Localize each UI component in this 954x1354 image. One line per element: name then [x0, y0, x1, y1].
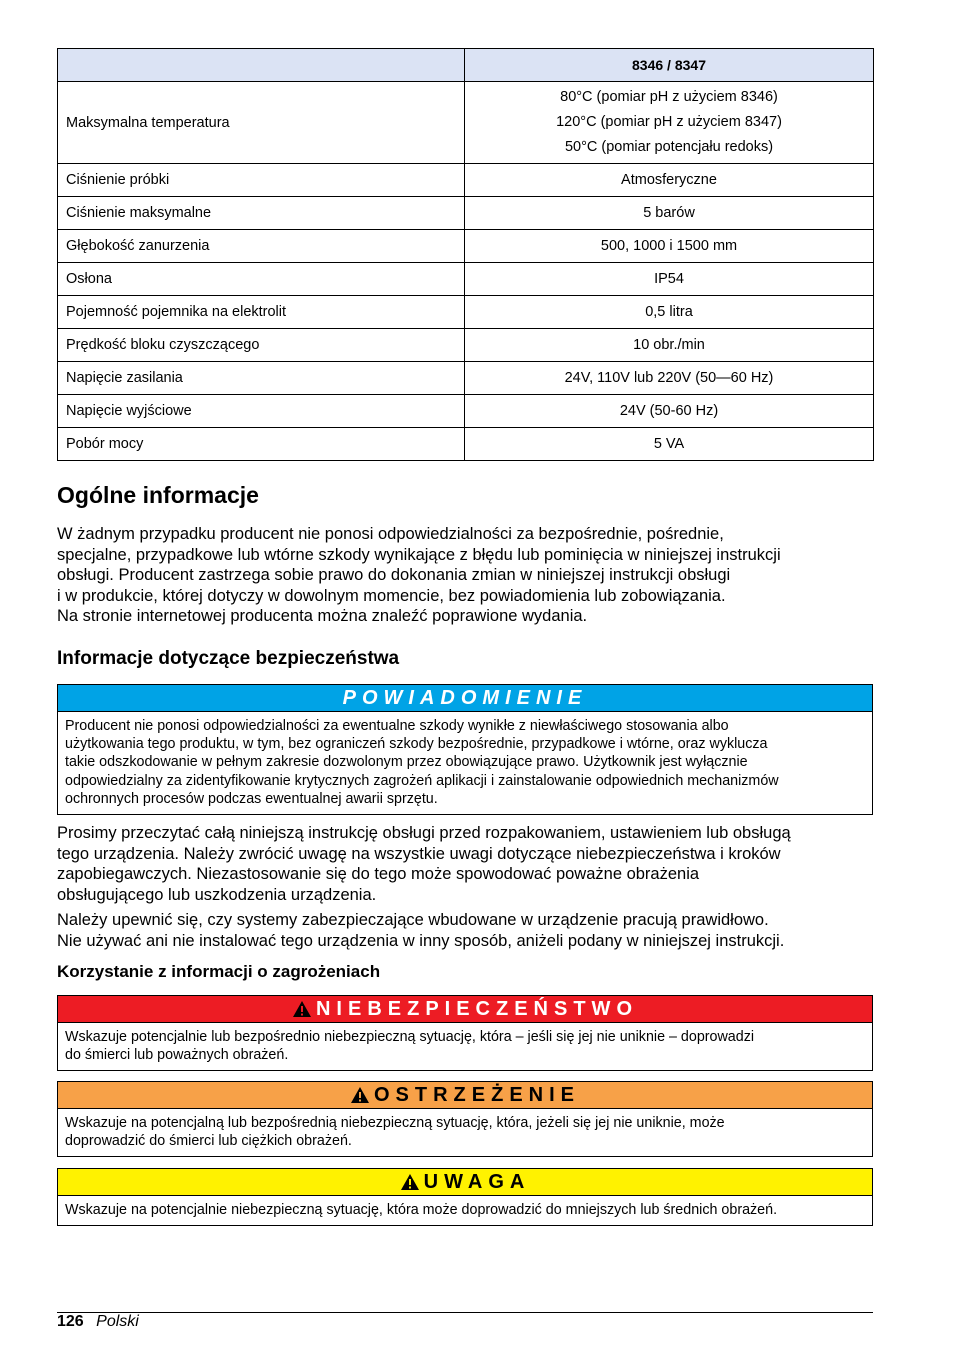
spec-value-line: 24V, 110V lub 220V (50—60 Hz): [564, 369, 774, 386]
warning-triangle-icon: [292, 999, 312, 1025]
spec-value: [465, 197, 874, 230]
warning-header: [58, 1082, 872, 1109]
spec-table: [57, 48, 874, 461]
warning-box: [57, 1081, 873, 1157]
text-line: specjalne, przypadkowe lub wtórne szkody wynikające z błędu lub pominięcia w niniejszej instrukcji: [57, 545, 781, 564]
text-line: takie odszkodowanie w pełnym zakresie dozwolonym przez obowiązujące prawo. Użytkownik jest wyłącznie: [65, 754, 748, 771]
spec-table-header-empty: [58, 49, 465, 82]
table-row: [58, 296, 874, 329]
spec-value-line: 500, 1000 i 1500 mm: [600, 237, 738, 254]
text-line: Prosimy przeczytać całą niniejszą instrukcję obsługi przed rozpakowaniem, ustawieniem lub obsługą: [57, 824, 791, 842]
table-row: [58, 329, 874, 362]
spec-value-line: 80°C (pomiar pH z użyciem 8346): [560, 89, 778, 105]
warning-triangle-icon: [350, 1085, 370, 1111]
spec-value: [465, 395, 874, 428]
spec-value: [465, 329, 874, 362]
text-line: Wskazuje potencjalnie lub bezpośrednio niebezpieczną sytuację, która – jeśli się jej nie uniknie – doprowadzi: [65, 1029, 755, 1045]
text-line: odpowiedzialny za zidentyfikowanie krytycznych zagrożeń aplikacji i zainstalowanie odpowiednich mechanizmów: [65, 772, 779, 789]
safety-paragraph-1-text: [57, 823, 873, 905]
spec-value: [465, 362, 874, 395]
spec-value-line: 24V (50-60 Hz): [619, 402, 719, 419]
page-content: [57, 48, 873, 1218]
spec-label: Pobór mocy: [58, 428, 465, 461]
table-row: [58, 164, 874, 197]
general-info-paragraph: [57, 524, 873, 627]
spec-label: Maksymalna temperatura: [58, 82, 465, 164]
table-row: [58, 230, 874, 263]
notice-text: [58, 712, 872, 814]
spec-label: Głębokość zanurzenia: [58, 230, 465, 263]
text-line: i w produkcie, której dotyczy w dowolnym momencie, bez powiadomienia lub zobowiązania.: [57, 586, 726, 605]
footer-divider: [57, 1312, 873, 1313]
caution-box: [57, 1168, 873, 1226]
spec-value-line: 5 barów: [643, 204, 695, 221]
safety-paragraph-2-text: [57, 910, 873, 951]
spec-label: Pojemność pojemnika na elektrolit: [58, 296, 465, 329]
text-line: Nie używać ani nie instalować tego urządzenia w inny sposób, aniżeli podany w niniejszej instrukcji.: [57, 931, 785, 950]
spec-value-line: Atmosferyczne: [621, 171, 717, 188]
spec-label: Prędkość bloku czyszczącego: [58, 329, 465, 362]
spec-value-line: 50°C (pomiar potencjału redoks): [564, 139, 774, 155]
spec-value: [465, 296, 874, 329]
text-line: doprowadzić do śmierci lub ciężkich obrażeń.: [65, 1133, 352, 1150]
danger-box: [57, 995, 873, 1071]
table-row: [58, 197, 874, 230]
spec-table-header-row: [58, 49, 874, 82]
spec-table-header-model: 8346 / 8347: [465, 49, 874, 82]
warning-text: [58, 1109, 872, 1156]
text-line: W żadnym przypadku producent nie ponosi odpowiedzialności za bezpośrednie, pośrednie,: [57, 525, 724, 543]
spec-table-body: [58, 82, 874, 461]
spec-label: Napięcie wyjściowe: [58, 395, 465, 428]
spec-label: Osłona: [58, 263, 465, 296]
page-footer: [57, 1313, 139, 1331]
text-line: Wskazuje na potencjalnie niebezpieczną sytuację, która może doprowadzić do mniejszych lub średnich obrażeń.: [65, 1202, 778, 1218]
spec-value-line: 10 obr./min: [633, 336, 705, 353]
text-line: Należy upewnić się, czy systemy zabezpieczające wbudowane w urządzenie pracują prawidłowo.: [57, 911, 769, 929]
spec-value: [465, 263, 874, 296]
text-line: tego urządzenia. Należy zwrócić uwagę na wszystkie uwagi dotyczące niebezpieczeństwa i kroków: [57, 844, 781, 863]
table-row: [58, 82, 874, 164]
safety-paragraph-2: [57, 910, 873, 951]
caution-label: UWAGA: [423, 1171, 531, 1193]
notice-box: [57, 684, 873, 815]
danger-header: [58, 996, 872, 1023]
spec-label: Ciśnienie maksymalne: [58, 197, 465, 230]
text-line: Producent nie ponosi odpowiedzialności za ewentualne szkody wynikłe z niewłaściwego stosowania albo: [65, 718, 729, 734]
caution-text: [58, 1196, 872, 1225]
safety-paragraph-1: [57, 823, 873, 905]
text-line: obsługi. Producent zastrzega sobie prawo do dokonania zmian w niniejszej instrukcji obsługi: [57, 566, 731, 584]
page-number: 126: [57, 1313, 84, 1330]
warning-label: OSTRZEŻENIE: [373, 1084, 580, 1106]
caution-header: [58, 1169, 872, 1196]
spec-value: [465, 230, 874, 263]
hazard-heading: Korzystanie z informacji o zagrożeniach: [57, 962, 381, 981]
spec-value: [465, 164, 874, 197]
table-row: [58, 263, 874, 296]
text-line: zapobiegawczych. Niezastosowanie się do tego może spowodować poważne obrażenia: [57, 865, 700, 883]
footer-language: Polski: [96, 1313, 139, 1330]
text-line: obsługującego lub uszkodzenia urządzenia.: [57, 885, 377, 904]
text-line: Wskazuje na potencjalną lub bezpośrednią niebezpieczną sytuację, która, jeżeli się jej nie uniknie, może: [65, 1115, 725, 1131]
safety-heading: Informacje dotyczące bezpieczeństwa: [57, 648, 400, 669]
spec-value-line: IP54: [654, 270, 684, 287]
danger-label: NIEBEZPIECZEŃSTWO: [315, 998, 638, 1020]
warning-triangle-icon: [400, 1172, 420, 1198]
spec-value: [465, 428, 874, 461]
notice-label: POWIADOMIENIE: [58, 685, 872, 712]
table-row: [58, 395, 874, 428]
text-line: Na stronie internetowej producenta można znaleźć poprawione wydania.: [57, 607, 588, 625]
text-line: ochronnych procesów podczas ewentualnej awarii sprzętu.: [65, 790, 438, 807]
general-info-text: [57, 524, 873, 627]
spec-value-line: 0,5 litra: [645, 303, 693, 320]
spec-value-line: 5 VA: [653, 435, 685, 452]
text-line: użytkowania tego produktu, w tym, bez ograniczeń szkody bezpośrednie, przypadkowe i wtórne, oraz wyklucza: [65, 736, 768, 753]
spec-value-line: 120°C (pomiar pH z użyciem 8347): [556, 114, 782, 130]
table-row: [58, 428, 874, 461]
table-row: [58, 362, 874, 395]
danger-text: [58, 1023, 872, 1070]
spec-value: [465, 82, 874, 164]
spec-label: Ciśnienie próbki: [58, 164, 465, 197]
text-line: do śmierci lub poważnych obrażeń.: [65, 1047, 289, 1064]
spec-label: Napięcie zasilania: [58, 362, 465, 395]
general-info-heading: Ogólne informacje: [57, 482, 259, 508]
